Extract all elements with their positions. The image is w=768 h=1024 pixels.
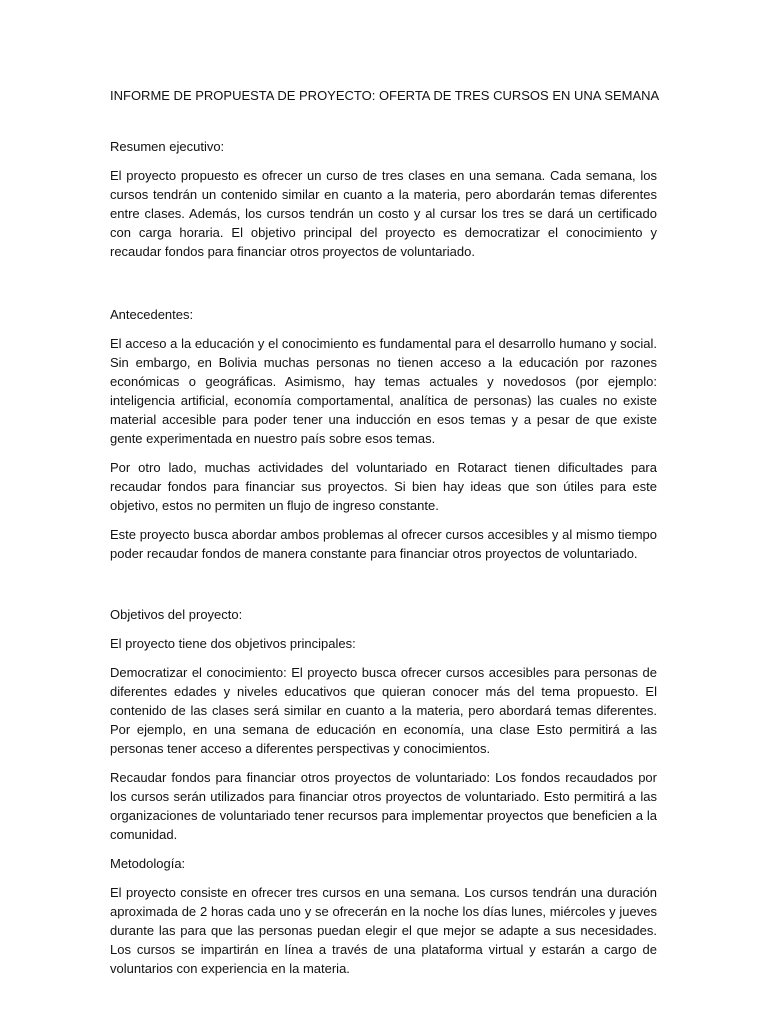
- section-spacer: [110, 271, 657, 305]
- section-heading-objetivos: Objetivos del proyecto:: [110, 607, 243, 622]
- document-body: [110, 86, 660, 988]
- paragraph-metodologia: El proyecto consiste en ofrecer tres cursos en una semana. Los cursos tendrán una duración aproximada de 2 horas cada uno y se ofrecerán en la noche los días lunes, miércoles y jueves durante las para que las personas puedan elegir el que mejor se adapte a sus necesidades. Los cursos se impartirán en línea a través de una plataforma virtual y estarán a cargo de voluntarios con experiencia en la materia.: [110, 885, 657, 976]
- paragraph-antecedentes-3: Este proyecto busca abordar ambos problemas al ofrecer cursos accesibles y al mismo tiempo poder recaudar fondos de manera constante para financiar otros proyectos de voluntariado.: [110, 527, 657, 561]
- paragraph-antecedentes-2: Por otro lado, muchas actividades del voluntariado en Rotaract tienen dificultades para recaudar fondos para financiar sus proyectos. Si bien hay ideas que son útiles para este objetivo, estos no permiten un flujo de ingreso constante.: [110, 460, 657, 513]
- paragraph-objetivos-2: Recaudar fondos para financiar otros proyectos de voluntariado: Los fondos recaudados por los cursos serán utilizados para financiar otros proyectos de voluntariado. Esto permitirá a las organizaciones de voluntariado tener recursos para implementar proyectos que beneficien a la comunidad.: [110, 770, 657, 842]
- paragraph-objetivos-intro: El proyecto tiene dos objetivos principales:: [110, 636, 356, 651]
- section-spacer: [110, 573, 657, 605]
- section-heading-metodologia: Metodología:: [110, 856, 186, 871]
- document-title: INFORME DE PROPUESTA DE PROYECTO: OFERTA DE TRES CURSOS EN UNA SEMANA: [110, 88, 660, 103]
- section-heading-resumen: Resumen ejecutivo:: [110, 139, 225, 154]
- paragraph-antecedentes-1: El acceso a la educación y el conocimiento es fundamental para el desarrollo humano y social. Sin embargo, en Bolivia muchas personas no tienen acceso a la educación por razones económicas o geográficas. Asimismo, hay temas actuales y novedosos (por ejemplo: inteligencia artificial, economía comportamental, analítica de personas) las cuales no existe material accesible para poder tener una inducción en esos temas y a pesar de que existe gente experimentada en nuestro país sobre esos temas.: [110, 336, 657, 446]
- paragraph-objetivos-1: Democratizar el conocimiento: El proyecto busca ofrecer cursos accesibles para personas de diferentes edades y niveles educativos que quieran conocer más del tema propuesto. El contenido de las clases será similar en cuanto a la materia, pero abordará temas diferentes. Por ejemplo, en una semana de educación en economía, una clase Esto permitirá a las personas tener acceso a diferentes perspectivas y conocimientos.: [110, 665, 657, 756]
- section-heading-antecedentes: Antecedentes:: [110, 307, 194, 322]
- paragraph-resumen: El proyecto propuesto es ofrecer un curso de tres clases en una semana. Cada semana, los cursos tendrán un contenido similar en cuanto a la materia, pero abordarán temas diferentes entre clases. Además, los cursos tendrán un costo y al cursar los tres se dará un certificado con carga horaria. El objetivo principal del proyecto es democratizar el conocimiento y recaudar fondos para financiar otros proyectos de voluntariado.: [110, 168, 657, 259]
